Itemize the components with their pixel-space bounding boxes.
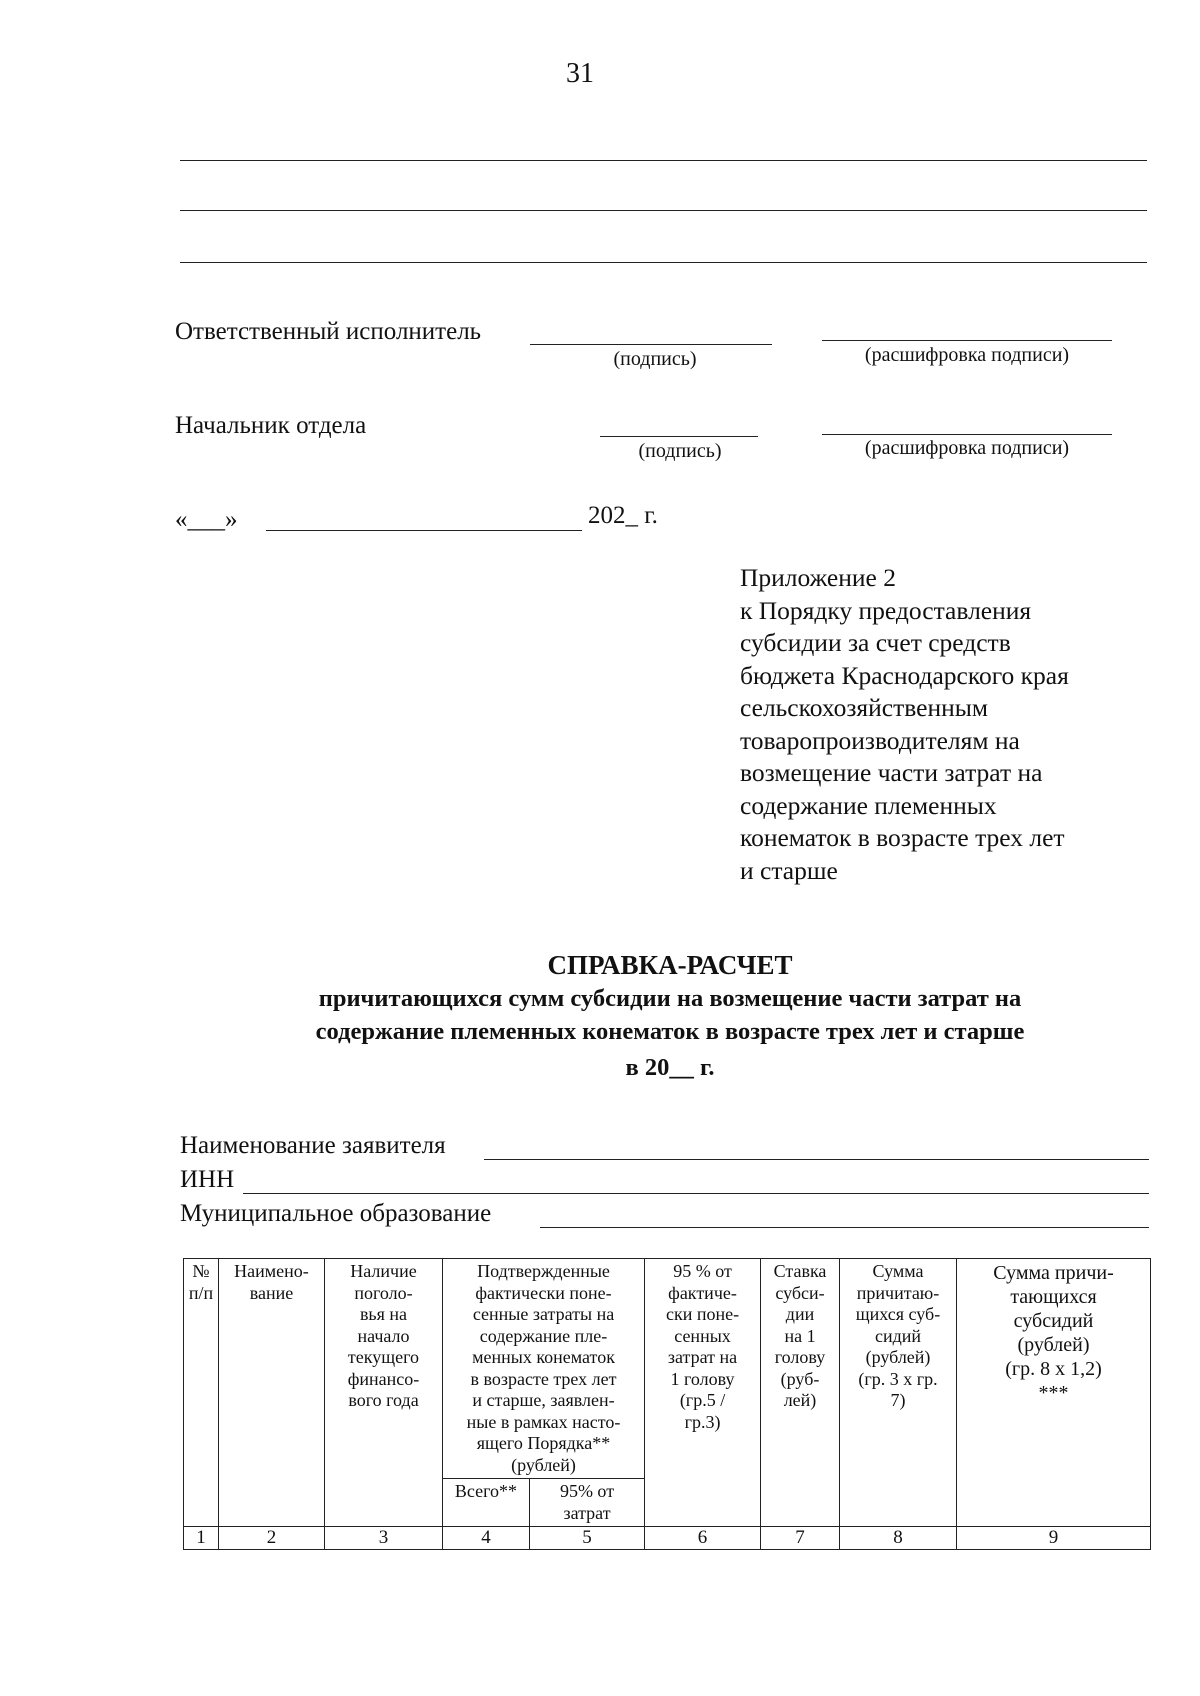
blank-line-2	[180, 210, 1147, 211]
head-decoding-caption: (расшифровка подписи)	[864, 437, 1070, 459]
appendix-line: конематок в возрасте трех лет	[740, 823, 1065, 852]
blank-line-1	[180, 160, 1147, 161]
col-header-cost-per-head: 95 % от фактиче- ски поне- сенных затрат на 1 голову (гр.5 / гр.3)	[645, 1259, 761, 1527]
appendix-line: бюджета Краснодарского края	[740, 660, 1069, 690]
responsible-decoding-line	[822, 340, 1112, 341]
calculation-table	[183, 1258, 1151, 1550]
appendix-line: содержание племенных	[740, 790, 997, 820]
appendix-line: товаропроизводителям на	[740, 725, 1020, 755]
col-header-subsidy-sum: Сумма причитаю- щихся суб- сидий (рублей) (гр. 3 х гр. 7)	[840, 1259, 957, 1527]
responsible-signature-caption: (подпись)	[613, 348, 697, 370]
head-signature-caption: (подпись)	[638, 440, 722, 462]
responsible-executor-label: Ответственный исполнитель	[175, 318, 482, 345]
appendix-line: Приложение 2	[740, 563, 896, 592]
municipality-label: Муниципальное образование	[180, 1200, 492, 1227]
column-number-row	[184, 1527, 1151, 1550]
document-subtitle-line-1: причитающихся сумм субсидии на возмещение части затрат на	[318, 985, 1022, 1012]
page-number: 31	[566, 58, 594, 89]
date-day: «___»	[175, 506, 238, 533]
col-header-number: № п/п	[184, 1259, 219, 1527]
responsible-signature-line	[530, 344, 772, 345]
date-month-line	[266, 530, 582, 531]
col-header-subsidy-total: Сумма причи- тающихся субсидий (рублей) (гр. 8 х 1,2) ***	[957, 1259, 1151, 1527]
head-signature-line	[600, 436, 758, 437]
column-number: 7	[761, 1527, 840, 1550]
appendix-block	[740, 562, 1160, 887]
column-number: 2	[219, 1527, 325, 1550]
column-number: 1	[184, 1527, 219, 1550]
appendix-line: сельскохозяйственным	[740, 693, 989, 722]
col-header-confirmed-costs: Подтвержденные фактически поне- сенные затраты на содержание пле- менных конематок в возрасте трех лет и старше, заявлен- ные в рамках насто- ящего Порядка** (рублей)	[443, 1259, 645, 1479]
blank-line-3	[180, 262, 1147, 263]
appendix-line: возмещение части затрат на	[740, 758, 1043, 787]
appendix-line: к Порядку предоставления	[740, 595, 1032, 625]
head-decoding-line	[822, 434, 1112, 435]
responsible-decoding-caption: (расшифровка подписи)	[864, 344, 1070, 366]
col-header-name: Наимено- вание	[219, 1259, 325, 1527]
column-number: 8	[840, 1527, 957, 1550]
column-number: 9	[957, 1527, 1151, 1550]
inn-line[interactable]	[243, 1193, 1149, 1194]
applicant-name-label: Наименование заявителя	[180, 1132, 446, 1159]
appendix-line: субсидии за счет средств	[740, 628, 1011, 657]
inn-label: ИНН	[180, 1166, 235, 1193]
document-title: СПРАВКА-РАСЧЕТ	[547, 950, 793, 980]
department-head-label: Начальник отдела	[175, 412, 367, 439]
applicant-name-line[interactable]	[484, 1159, 1149, 1160]
municipality-line[interactable]	[540, 1227, 1149, 1228]
col-header-livestock: Наличие поголо- вья на начало текущего финансо- вого года	[325, 1259, 443, 1527]
col-header-total: Всего**	[443, 1479, 530, 1527]
column-number: 3	[325, 1527, 443, 1550]
column-number: 5	[530, 1527, 645, 1550]
column-number: 4	[443, 1527, 530, 1550]
appendix-line: и старше	[740, 855, 838, 885]
column-number: 6	[645, 1527, 761, 1550]
date-year: 202_ г.	[588, 502, 658, 529]
col-header-rate: Ставка субси- дии на 1 голову (руб- лей)	[761, 1259, 840, 1527]
col-header-95-percent: 95% от затрат	[530, 1479, 645, 1527]
document-subtitle-line-2: содержание племенных конематок в возрасте трех лет и старше	[315, 1018, 1025, 1045]
document-subtitle-line-3: в 20__ г.	[625, 1054, 715, 1081]
